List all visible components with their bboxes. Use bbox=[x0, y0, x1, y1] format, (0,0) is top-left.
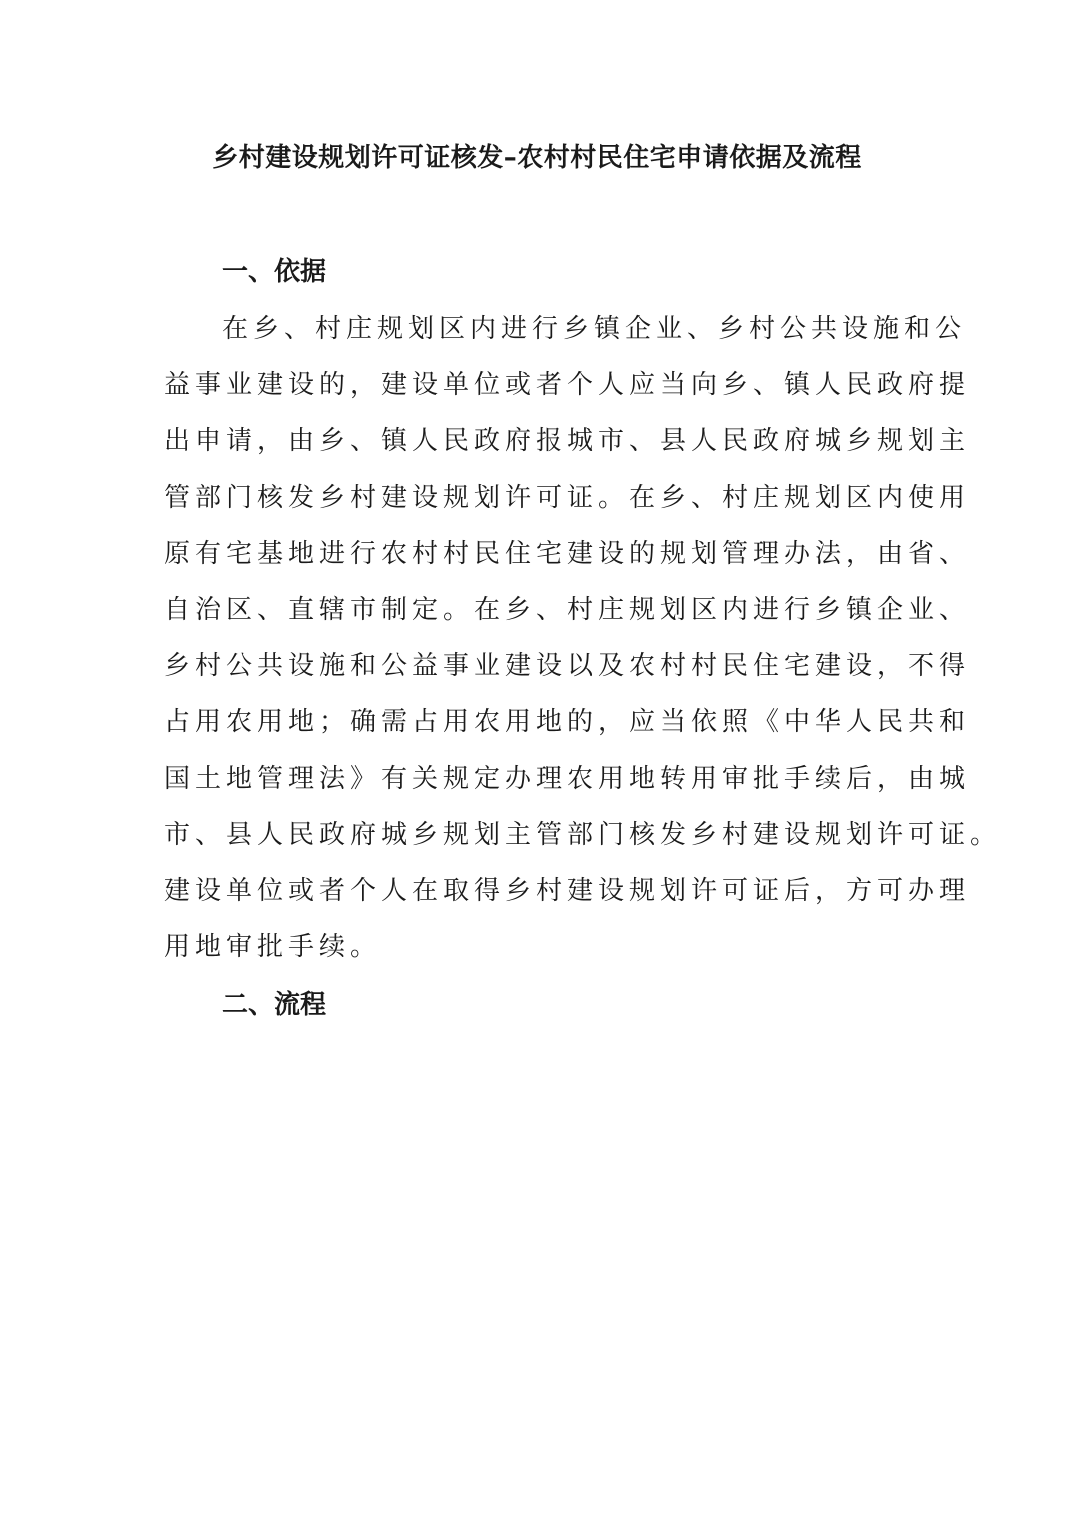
paragraph-line: 用地审批手续。 bbox=[164, 932, 382, 963]
section-heading-process: 二、流程 bbox=[222, 990, 327, 1020]
paragraph-line: 建设单位或者个人在取得乡村建设规划许可证后，方可办理 bbox=[164, 875, 971, 906]
paragraph-line: 乡村公共设施和公益事业建设以及农村村民住宅建设，不得 bbox=[164, 651, 971, 682]
paragraph-line: 自治区、直辖市制定。在乡、村庄规划区内进行乡镇企业、 bbox=[164, 594, 971, 625]
document-title: 乡村建设规划许可证核发–农村村民住宅申请依据及流程 bbox=[212, 143, 862, 173]
paragraph-line: 在乡、村庄规划区内进行乡镇企业、乡村公共设施和公 bbox=[222, 314, 967, 344]
paragraph-line: 国土地管理法》有关规定办理农用地转用审批手续后，由城 bbox=[164, 763, 971, 794]
paragraph-line: 出申请，由乡、镇人民政府报城市、县人民政府城乡规划主 bbox=[164, 426, 971, 457]
section-body-basis bbox=[164, 307, 1002, 981]
paragraph-line: 占用农用地；确需占用农用地的，应当依照《中华人民共和 bbox=[164, 707, 971, 738]
paragraph-line: 市、县人民政府城乡规划主管部门核发乡村建设规划许可证。 bbox=[164, 819, 1002, 850]
paragraph-line: 管部门核发乡村建设规划许可证。在乡、村庄规划区内使用 bbox=[164, 482, 971, 513]
paragraph-line: 益事业建设的，建设单位或者个人应当向乡、镇人民政府提 bbox=[164, 370, 971, 401]
paragraph-line: 原有宅基地进行农村村民住宅建设的规划管理办法，由省、 bbox=[164, 538, 971, 569]
section-heading-basis: 一、依据 bbox=[222, 257, 327, 287]
